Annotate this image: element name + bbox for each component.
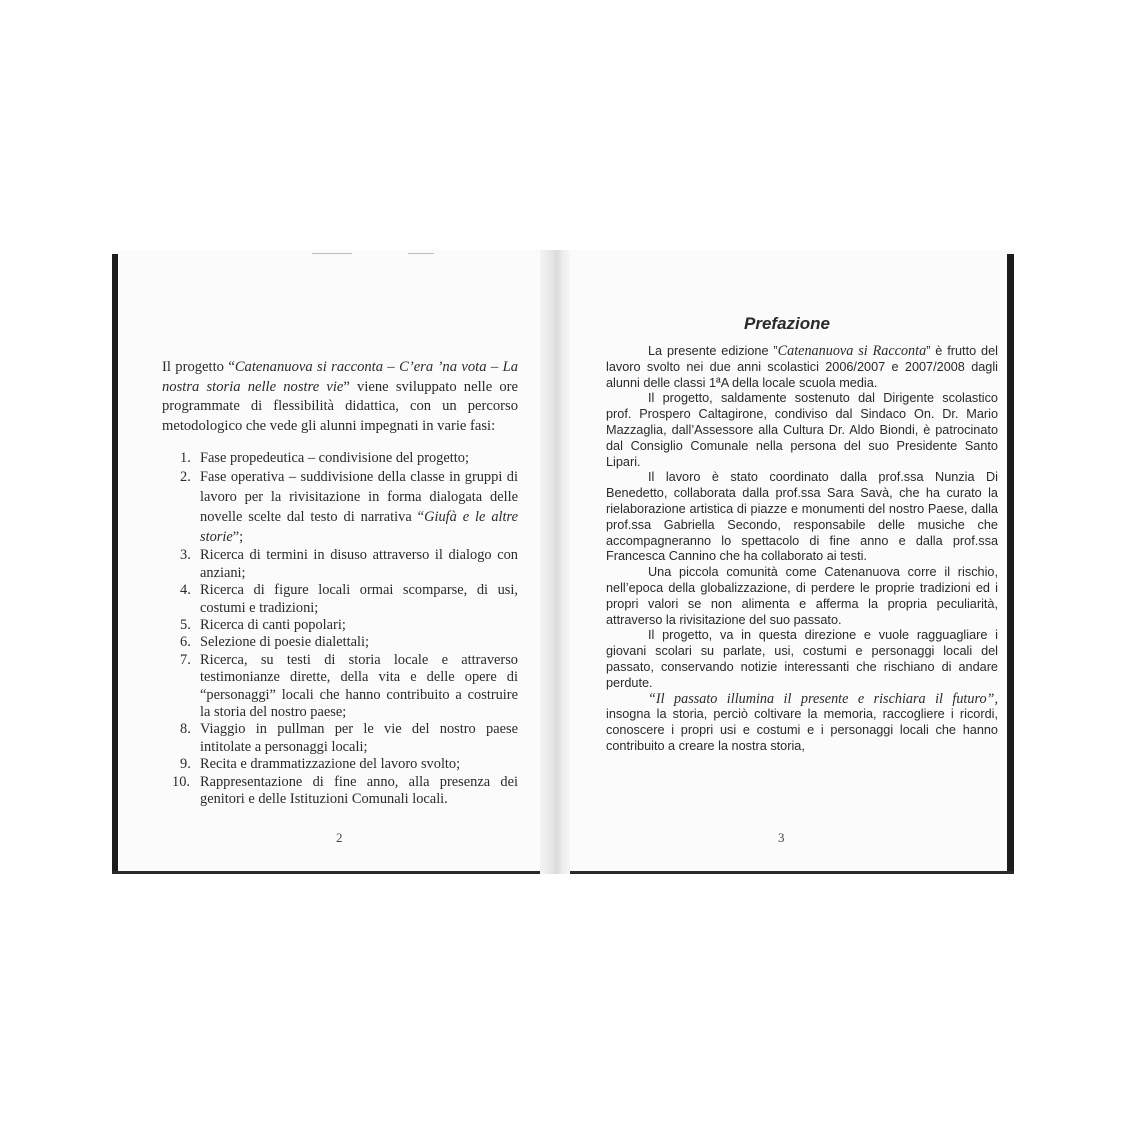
list-item <box>180 721 518 756</box>
list-number: 7. <box>180 651 191 668</box>
list-number: 2. <box>180 469 191 486</box>
phases-list <box>172 450 518 809</box>
list-number: 4. <box>180 582 191 599</box>
list-text: Rappresentazione di fine anno, alla presenza dei genitori e delle Istituzioni Comunali locali. <box>200 773 518 808</box>
paragraph: Una piccola comunità come Catenanuova corre il rischio, nell’epoca della globalizzazione, di perdere le proprie tradizioni ed i propri valori se non alimenta e afferma la propria peculiarità, attraverso la rivisitazione del suo passato. <box>606 565 998 627</box>
book-spread <box>112 250 1014 874</box>
list-text: Ricerca di canti popolari; <box>200 617 346 634</box>
left-page <box>118 250 540 874</box>
list-text-end: ”; <box>232 529 244 546</box>
project-title: Catenanuova si racconta – C’era ’na vota – La nostra storia nelle nostre vie <box>162 359 518 395</box>
list-text: Ricerca di figure locali ormai scomparse, di usi, costumi e tradizioni; <box>200 582 518 616</box>
paragraph: Il lavoro è stato coordinato dalla prof.ssa Nunzia Di Benedetto, collaborata dalla prof.ssa Sara Savà, che ha curato la rielaborazione artistica di piazze e monumenti del nostro Paese, dalla prof.ssa Gabriella Secondo, responsabile delle musiche che accompagneranno lo spettacolo di fine anno e dalla prof.ssa Francesca Cannino che ha collaborato ai testi. <box>606 470 998 564</box>
list-item <box>172 773 518 809</box>
list-number: 10. <box>172 773 190 790</box>
list-number: 8. <box>180 721 191 738</box>
list-item <box>180 547 518 582</box>
list-item <box>180 756 518 773</box>
list-number: 6. <box>180 634 191 651</box>
list-number: 5. <box>180 617 191 634</box>
list-text: Selezione di poesie dialettali; <box>200 634 370 651</box>
quote: “Il passato illumina il presente e rischiara il futuro”, <box>648 690 998 707</box>
paragraph-text: ” è frutto del lavoro svolto nei due anni scolastici 2006/2007 e 2007/2008 dagli alunni delle classi 1ªA della locale scuola media. <box>606 344 998 390</box>
paragraph: Il progetto, saldamente sostenuto dal Dirigente scolastico prof. Prospero Caltagirone, condiviso dal Sindaco On. Dr. Mario Mazzaglia, dall’Assessore alla Cultura Dr. Aldo Biondi, è patrocinato dal Consiglio Comunale nella persona del suo Presidente Santo Lipari. <box>606 391 998 469</box>
intro-suffix: ” viene sviluppato nelle ore programmate di flessibilità didattica, con un percorso metodologico che vede gli alunni impegnati in varie fasi: <box>162 378 518 434</box>
list-item <box>180 582 518 617</box>
list-item <box>180 652 518 722</box>
list-text: Fase operativa – suddivisione della classe in gruppi di lavoro per la rivisitazione in forma dialogata delle novelle scelte dal testo di narrativa “ <box>200 469 518 526</box>
list-number: 9. <box>180 756 191 773</box>
book-edge-right <box>1007 254 1014 874</box>
list-number: 3. <box>180 547 191 564</box>
paragraph-text: La presente edizione ” <box>648 344 778 358</box>
paragraph-text: insogna la storia, perciò coltivare la memoria, raccogliere i ricordi, conoscere i propri usi e costumi e i personaggi locali che hanno contribuito a creare la nostra storia, <box>606 707 998 753</box>
list-text: Ricerca di termini in disuso attraverso il dialogo con anziani; <box>200 547 518 581</box>
page-number: 2 <box>336 830 343 845</box>
right-page <box>570 250 1007 874</box>
preface-body <box>606 344 998 755</box>
list-item <box>180 450 518 467</box>
intro-prefix: Il progetto “ <box>162 359 235 375</box>
book-title: Giufà e le altre storie <box>200 509 518 546</box>
list-text: Viaggio in pullman per le vie del nostro paese intitolate a personaggi locali; <box>200 721 518 755</box>
list-text: Recita e drammatizzazione del lavoro svolto; <box>200 756 461 773</box>
page-title: Prefazione <box>744 314 830 333</box>
page-number: 3 <box>778 830 785 845</box>
list-number: 1. <box>180 450 191 466</box>
paragraph <box>606 344 998 391</box>
list-item <box>180 634 518 651</box>
intro-paragraph <box>162 358 518 436</box>
list-text: Fase propedeutica – condivisione del progetto; <box>200 450 469 466</box>
paragraph <box>606 692 998 755</box>
list-item <box>180 467 518 547</box>
book-gutter <box>540 250 570 874</box>
edition-title: Catenanuova si Racconta <box>777 343 927 359</box>
list-text: Ricerca, su testi di storia locale e attraverso testimonianze dirette, della vita e delle opere di “personaggi” locali che hanno contribuito a costruire la storia del nostro paese; <box>200 651 518 721</box>
list-item <box>180 617 518 634</box>
paragraph: Il progetto, va in questa direzione e vuole ragguagliare i giovani scolari su parlate, usi, costumi e personaggi locali del passato, conservando notizie interessanti che rischiano di andare perdute. <box>606 628 998 690</box>
